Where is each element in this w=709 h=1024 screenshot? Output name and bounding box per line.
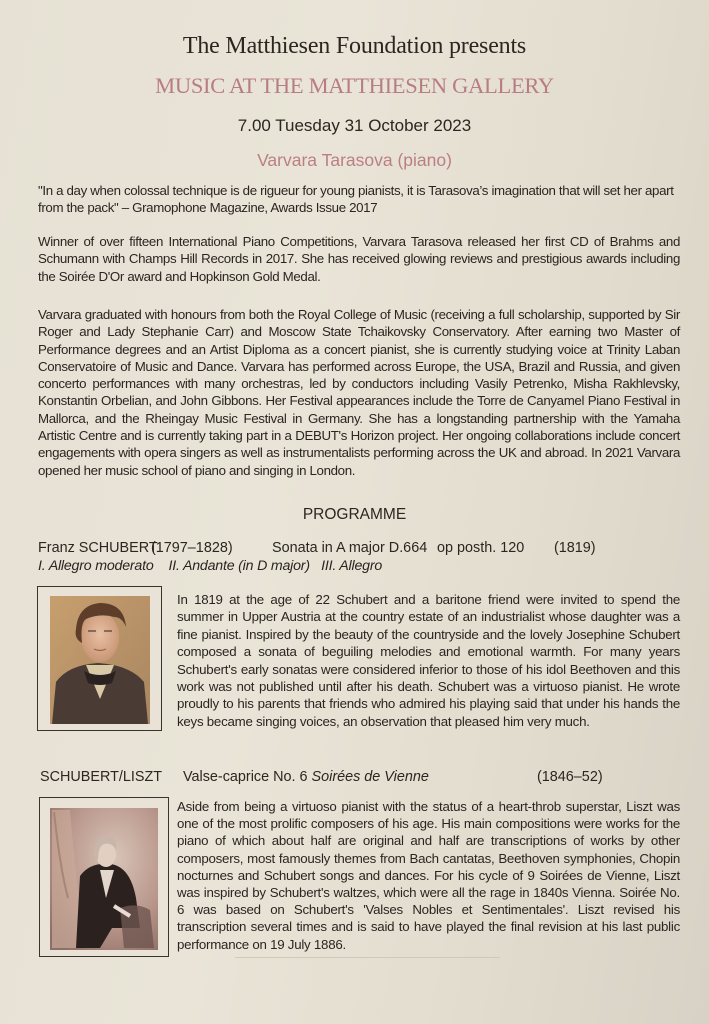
- schubert-portrait-image: [38, 587, 161, 730]
- divider: [235, 957, 500, 958]
- movement-1: I. Allegro moderato: [38, 558, 154, 574]
- series-title: MUSIC AT THE MATTHIESEN GALLERY: [155, 73, 554, 98]
- movement-3: III. Allegro: [321, 558, 383, 574]
- schubert-note: In 1819 at the age of 22 Schubert and a baritone friend were invited to spend the summer in Upper Austria at the country estate of an industrialist whose daughter was a fine pianist. Inspired by the beauty of the countryside and the lovely Josephine Schubert composed a sonata of beguiling melodies and emotional warmth. For many years Schubert's early sonatas were considered inferior to those of his idol Beethoven and this work was not published until after his death. Schubert was a virtuoso pianist. He wrote proudly to his parents that friends who admired his playing said that under his hands the keys became singing voices, an observation that pleased him very much.: [177, 592, 680, 729]
- work-title: Sonata in A major D.664: [272, 540, 428, 556]
- liszt-note: Aside from being a virtuoso pianist with the status of a heart-throb superstar, Liszt was one of the most prolific composers of his age. His main compositions were works for the piano of which about half are original and half are transcriptions of works by other composers, most famously themes from Bach cantatas, Beethoven symphonies, Chopin nocturnes and Schubert songs and dances. For his cycle of 9 Soirées de Vienne, Liszt was inspired by Schubert's waltzes, which were all the rage in 1840s Vienna. Soirée No. 6 was based on Schubert's 'Valses Nobles et Sentimentales'. Liszt revised his transcription several times and is said to have played the final revision at his last public performance on 19 July 1886.: [177, 799, 680, 952]
- work-year: (1846–52): [537, 769, 603, 785]
- composer-name: Franz SCHUBERT: [38, 540, 158, 556]
- movements-list: [38, 558, 382, 574]
- press-quote: "In a day when colossal technique is de rigueur for young pianists, it is Tarasova’s imagination that will set her apart from the pack" – Gramophone Magazine, Awards Issue 2017: [38, 183, 674, 216]
- bio-paragraph-awards: Winner of over fifteen International Piano Competitions, Varvara Tarasova released her first CD of Brahms and Schumann with Champs Hill Records in 2017. She has received glowing reviews and prestigious awards including the Soirée D'Or award and Hopkinson Gold Medal.: [38, 234, 680, 284]
- composer-dates: (1797–1828): [151, 540, 233, 556]
- composer-name: SCHUBERT/LISZT: [40, 769, 163, 785]
- work-year: (1819): [554, 540, 596, 556]
- schubert-portrait-frame: [37, 586, 162, 731]
- work-title-italic: Soirées de Vienne: [311, 769, 429, 785]
- concert-datetime: 7.00 Tuesday 31 October 2023: [237, 116, 472, 135]
- programme-heading: PROGRAMME: [302, 506, 407, 523]
- liszt-photo-image: [40, 798, 168, 956]
- work-title-line: [183, 769, 429, 785]
- work-opus: op posth. 120: [437, 540, 525, 556]
- presenter-line: The Matthiesen Foundation presents: [182, 33, 527, 59]
- liszt-photo-frame: [39, 797, 169, 957]
- performer-name: Varvara Tarasova (piano): [257, 150, 452, 170]
- work-title: Valse-caprice No. 6: [183, 769, 308, 785]
- movement-2: II. Andante (in D major): [168, 558, 310, 574]
- bio-paragraph-career: Varvara graduated with honours from both the Royal College of Music (receiving a full scholarship, supported by Sir Roger and Lady Stephanie Carr) and Moscow State Tchaikovsky Conservatory. After earning two Master of Performance degrees and an Artist Diploma as a concert pianist, she is currently studying voice at Trinity Laban Conservatoire of Music and Dance. Varvara has performed across Europe, the USA, Brazil and Russia, and given concerto performances with many orchestras, led by conductors including Vasily Petrenko, Misha Rakhlevsky, Konstantin Orbelian, and John Gibbons. Her Festival appearances include the Torre de Canyamel Piano Festival in Mallorca, and the Rheingay Music Festival in Germany. She has a longstanding partnership with the Yamaha Artistic Centre and is currently taking part in a DEBUT's Horizon project. Her ongoing collaborations include concert engagements with opera singers as well as instrumentalists performing across the UK and abroad. In 2021 Varvara opened her music school of piano and singing in London.: [38, 307, 680, 478]
